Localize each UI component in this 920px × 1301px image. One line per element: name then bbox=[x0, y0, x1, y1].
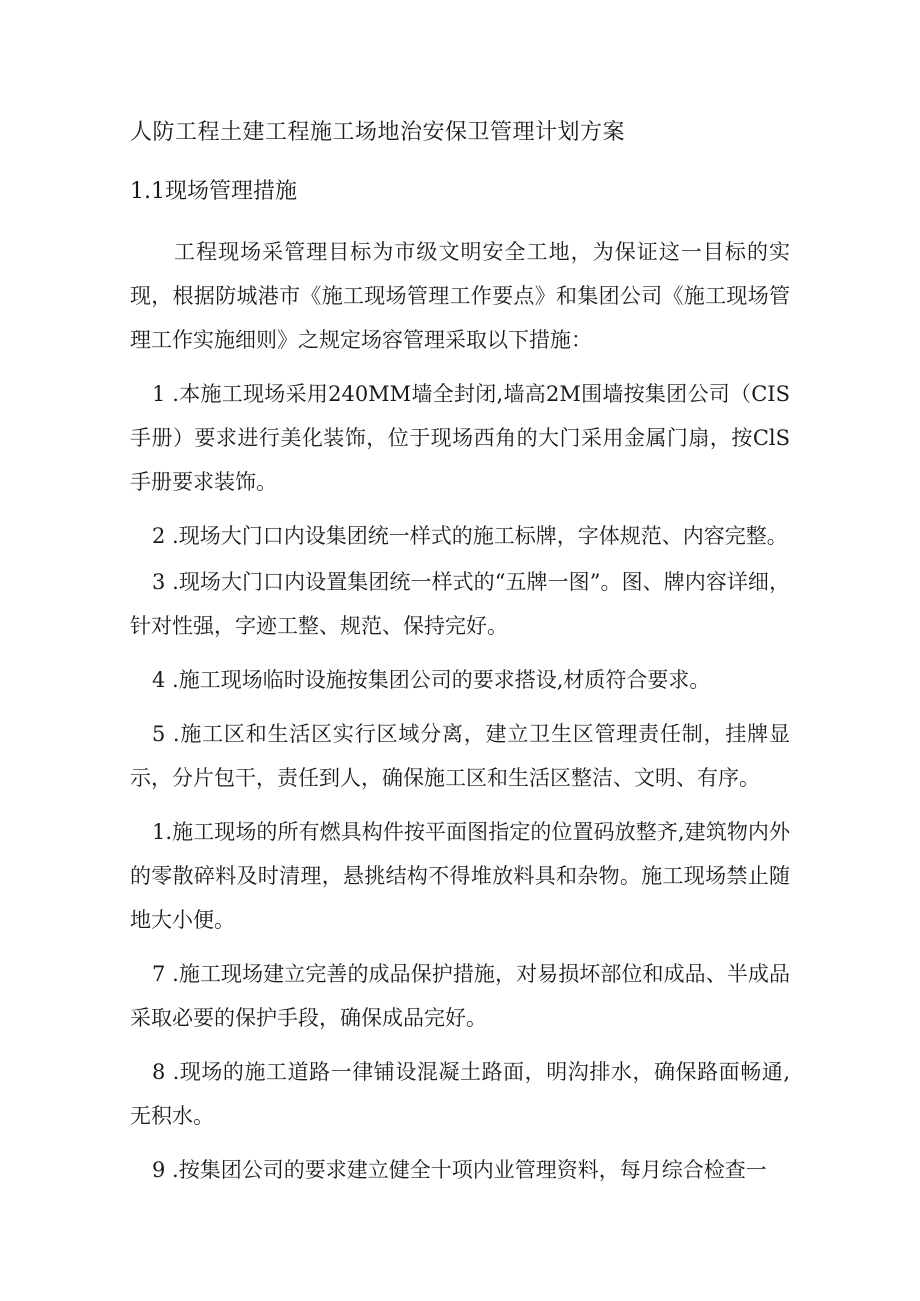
intro-paragraph: 工程现场采管理目标为市级文明安全工地，为保证这一目标的实现，根据防城港市《施工现场管理工作要点》和集团公司《施工现场管理工作实施细则》之规定场容管理采取以下措施： bbox=[130, 240, 790, 352]
document-title: 人防工程土建工程施工场地治安保卫管理计划方案 bbox=[130, 120, 626, 145]
list-item: 1.施工现场的所有燃具构件按平面图指定的位置码放整齐,建筑物内外的零散碎料及时清理，悬挑结构不得堆放料具和杂物。施工现场禁止随地大小便。 bbox=[130, 820, 790, 932]
list-item: 7 .施工现场建立完善的成品保护措施，对易损坏部位和成品、半成品采取必要的保护手段，确保成品完好。 bbox=[130, 962, 790, 1030]
list-item: 2 .现场大门口内设集团统一样式的施工标牌，字体规范、内容完整。 bbox=[152, 524, 788, 548]
section-heading: 1.1现场管理措施 bbox=[130, 179, 297, 204]
list-item: 3 .现场大门口内设置集团统一样式的“五牌一图”。图、牌内容详细，针对性强，字迹工整、规范、保持完好。 bbox=[130, 570, 790, 638]
list-item: 4 .施工现场临时设施按集团公司的要求搭设,材质符合要求。 bbox=[152, 668, 711, 692]
list-item: 9 .按集团公司的要求建立健全十项内业管理资料，每月综合检查一 bbox=[152, 1158, 767, 1182]
list-item: 1 .本施工现场采用240MM墙全封闭,墙高2M围墙按集团公司（CIS手册）要求进行美化装饰，位于现场西角的大门采用金属门扇，按ClS手册要求装饰。 bbox=[130, 382, 790, 494]
document-body bbox=[130, 230, 790, 1192]
list-item: 8 .现场的施工道路一律铺设混凝土路面，明沟排水，确保路面畅通,无积水。 bbox=[130, 1060, 790, 1128]
list-item: 5 .施工区和生活区实行区域分离，建立卫生区管理责任制，挂牌显示，分片包干，责任到人，确保施工区和生活区整洁、文明、有序。 bbox=[130, 722, 790, 790]
